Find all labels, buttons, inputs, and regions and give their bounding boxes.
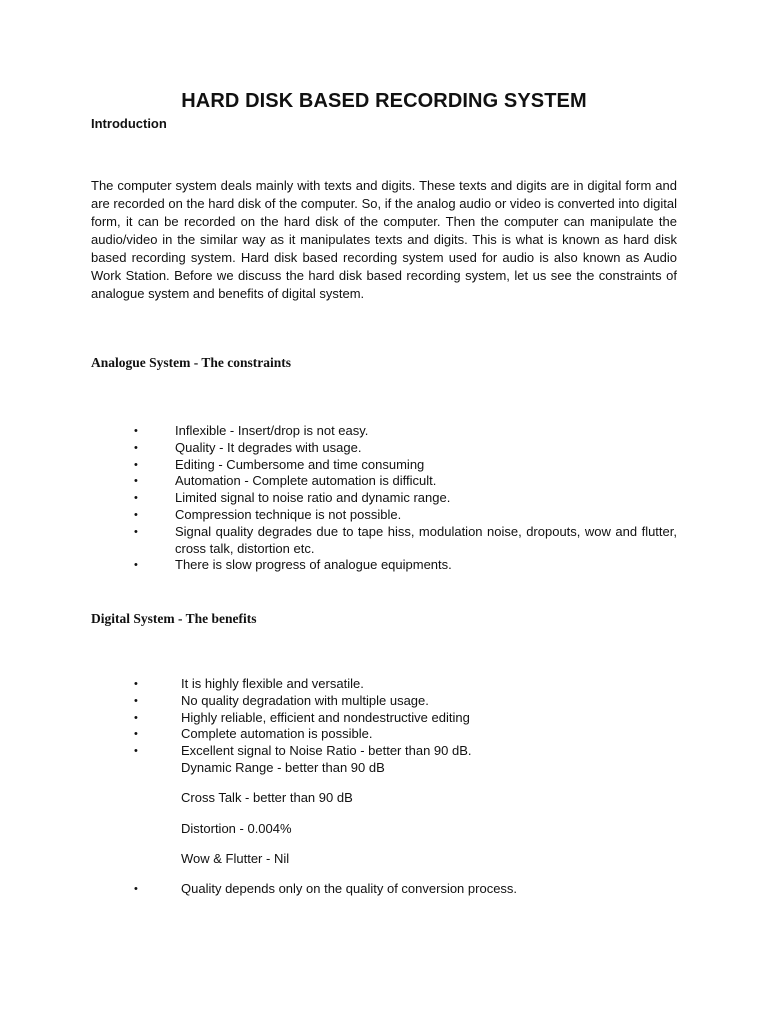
bullet-icon: •: [134, 745, 138, 758]
list-item: [134, 709, 677, 727]
bullet-icon: •: [134, 441, 138, 454]
dynamic-range-spec: Dynamic Range - better than 90 dB: [181, 759, 385, 775]
page-title: HARD DISK BASED RECORDING SYSTEM: [181, 90, 587, 112]
list-item-text: Highly reliable, efficient and nondestructive editing: [181, 709, 470, 725]
list-item: [134, 423, 677, 440]
list-item-text: Quality - It degrades with usage.: [175, 439, 362, 455]
list-item-text: There is slow progress of analogue equipments.: [175, 557, 452, 573]
bullet-icon: •: [134, 525, 138, 538]
list-item-text: Inflexible - Insert/drop is not easy.: [175, 423, 369, 438]
list-item: [134, 726, 677, 743]
list-item: [134, 881, 677, 898]
bullet-icon: •: [134, 678, 138, 690]
list-item-text: Excellent signal to Noise Ratio - better than 90 dB.: [181, 743, 472, 759]
list-item: [134, 676, 677, 693]
bullet-icon: •: [134, 559, 138, 572]
distortion-spec: Distortion - 0.004%: [181, 820, 292, 836]
analogue-section-heading: Analogue System - The constraints: [91, 355, 292, 370]
list-item-text: Complete automation is possible.: [181, 726, 373, 742]
analogue-constraints-list: [134, 423, 677, 574]
list-item-text: Compression technique is not possible.: [175, 506, 402, 522]
list-item-text: It is highly flexible and versatile.: [181, 676, 364, 691]
bullet-icon: •: [134, 883, 138, 896]
digital-section-heading: Digital System - The benefits: [91, 611, 257, 626]
bullet-icon: •: [134, 508, 138, 521]
bullet-icon: •: [134, 425, 138, 437]
cross-talk-spec: Cross Talk - better than 90 dB: [181, 790, 353, 806]
digital-benefits-list: [134, 676, 677, 898]
list-item: [134, 523, 677, 558]
list-item: [134, 439, 677, 457]
list-item: [134, 743, 677, 867]
bullet-icon: •: [134, 475, 138, 488]
bullet-icon: •: [134, 728, 138, 741]
list-item: [134, 490, 677, 507]
bullet-icon: •: [134, 694, 138, 707]
list-item: [134, 456, 677, 474]
list-item: [134, 557, 677, 574]
bullet-icon: •: [134, 492, 138, 505]
bullet-icon: •: [134, 458, 138, 471]
list-item: [134, 506, 677, 524]
wow-flutter-spec: Wow & Flutter - Nil: [181, 850, 290, 866]
introduction-paragraph: The computer system deals mainly with texts and digits. These texts and digits are in digital form and are recorded on the hard disk of the computer. So, if the analog audio or video is converted into digital form, it can be recorded on the hard disk of the computer. Then the computer can manipulate the audio/video in the similar way as it manipulates texts and digits. This is what is known as hard disk based recording system. Hard disk based recording system used for audio is also known as Audio Work Station. Before we discuss the hard disk based recording system, let us see the constraints of analogue system and benefits of digital system.: [91, 178, 677, 301]
list-item-text: Signal quality degrades due to tape hiss, modulation noise, dropouts, wow and flutter, cross talk, distortion etc.: [175, 523, 677, 556]
introduction-heading: Introduction: [91, 116, 167, 131]
list-item: [134, 473, 677, 490]
list-item-text: Editing - Cumbersome and time consuming: [175, 456, 425, 472]
list-item-text: No quality degradation with multiple usage.: [181, 692, 429, 708]
list-item-text: Limited signal to noise ratio and dynamic range.: [175, 490, 451, 506]
list-item-text: Quality depends only on the quality of conversion process.: [181, 881, 518, 897]
list-item: [134, 692, 677, 710]
bullet-icon: •: [134, 711, 138, 724]
list-item-text: Automation - Complete automation is difficult.: [175, 473, 437, 489]
